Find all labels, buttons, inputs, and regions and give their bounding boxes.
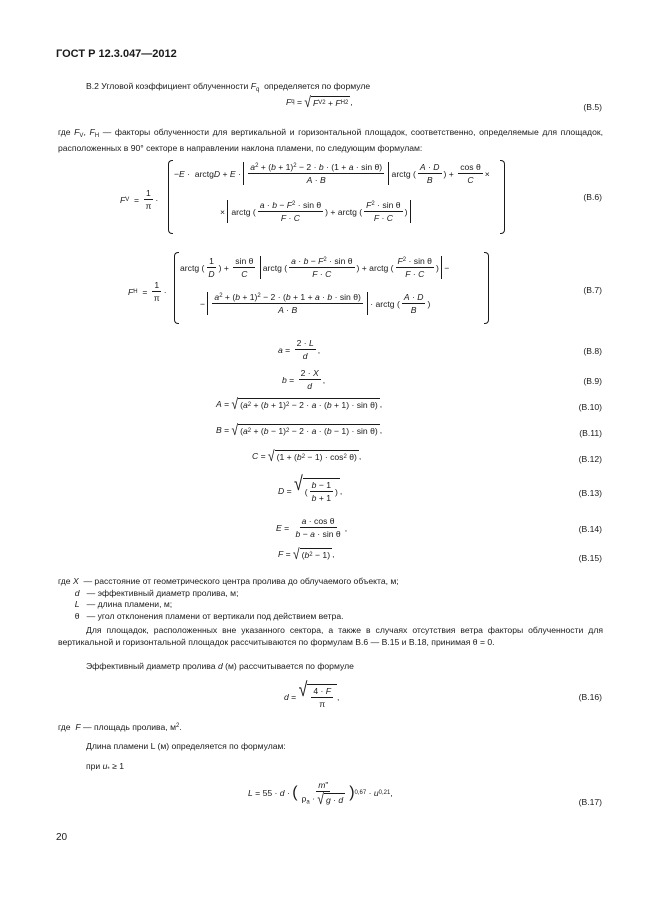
eq-number-b13: (В.13) <box>578 488 602 498</box>
eq-number-b6: (В.6) <box>583 192 602 202</box>
formula-b15: F = √ ( b 2 − 1) , <box>278 545 335 563</box>
formula-b14: E = $\frac{\text{a · cos θ}}{\text{b − a · sin θ}}$ , <box>276 516 348 539</box>
paragraph-f: где F — площадь пролива, $м^2$. <box>58 722 182 732</box>
formula-b12: C = √ (1 + ( b 2 − 1) · cos 2 θ) , <box>252 447 362 465</box>
eq-number-b16: (В.16) <box>578 692 602 702</box>
eq-number-b10: (В.10) <box>578 402 602 412</box>
formula-b10: A = √ ( a 2 + ( b + 1) 2 − 2 · a · ( b + 1) · sin θ) , <box>216 395 383 413</box>
eq-number-b5: (В.5) <box>583 102 602 112</box>
eq-number-b17: (В.17) <box>578 797 602 807</box>
eq-number-b7: (В.7) <box>583 285 602 295</box>
legend-item-x: где X — расстояние от геометрического центра пролива до облучаемого объекта, м; <box>58 576 399 586</box>
legend-item-l: L — длина пламени, м; <box>74 599 173 609</box>
eq-number-b11: (В.11) <box>579 428 602 438</box>
page-number: 20 <box>56 832 68 843</box>
eq-number-b8: (В.8) <box>583 346 602 356</box>
formula-b8: a = $\frac{2 \cdot L}{d}$ , <box>278 338 321 361</box>
formula-b17: L = 55 · d · ( m" $\rho_a$ · √ g · d ) 0,67 · u 0,21 , <box>248 780 393 808</box>
formula-b7: F H = $\frac{1}{\pi}$ · arctg ( $\frac{1}{D}$ ) + $\frac{\text{sin θ}}{C}$ arctg ( $\frac{a \cdot b - F^2 \cdot \sin \theta}{F \cdot C}$ ) + arctg ( $\frac{F^2 \cdot \sin \theta}{F \cdot C}$ ) − − $\frac{a^2 + (b + 1)^2 - 2 \cdot (b + 1 + a \cdot b \cdot \sin \theta)}{A \cdot B}$ · arctg ( $\frac{A \cdot D}{B}$ ) <box>128 252 498 324</box>
formula-b6: F V = $\frac{1}{\pi}$ · − E · arctg D + E · $\frac{a^2 + (b + 1)^2 - 2 \cdot b \cdot (1 + a \cdot \sin \theta)}{A \cdot B}$ arctg ( $\frac{A \cdot D}{B}$ ) + $\frac{\text{cos θ}}{C}$ × × arctg ( $\frac{a \cdot b - F^2 \cdot \sin \theta}{F \cdot C}$ ) + arctg ( $\frac{F^2 \cdot \sin \theta}{F \cdot C}$ ) <box>120 160 520 234</box>
document-header: ГОСТ Р 12.3.047—2012 <box>56 48 177 60</box>
intro-b2: В.2 Угловой коэффициент облученности $F_q$ определяется по формуле <box>86 81 371 93</box>
formula-b16: d = √ $\frac{4 \cdot F}{\pi}$ , <box>284 679 340 709</box>
formula-b13: D = √ ( $\frac{b - 1}{b + 1}$ ) , <box>278 473 343 503</box>
paragraph-fv-fh: где $F_V$, $F_H$ — факторы облученности для вертикальной и горизонтальной площадок, соответственно, определяемые для площадок, расположенных в 90° секторе в направлении наклона пламени, по следующим формулам: <box>58 127 604 154</box>
paragraph-d: Эффективный диаметр пролива d (м) рассчитывается по формуле <box>86 661 354 671</box>
legend-item-theta: θ — угол отклонения пламени от вертикали под действием ветра. <box>58 610 344 621</box>
condition-u: при $u_* \ge 1$ <box>86 761 125 773</box>
paragraph-outside-sector: Для площадок, расположенных вне указанного сектора, а также в случаях отсутствия ветра факторы облученности для вертикальной и горизонтальной площадок рассчитываются по формулам В.6 — В.15 и В.18, принимая θ = 0. <box>58 625 603 648</box>
legend-item-d: d — эффективный диаметр пролива, м; <box>74 587 239 598</box>
paragraph-l: Длина пламени L (м) определяется по формулам: <box>86 741 286 751</box>
legend-list <box>58 576 399 622</box>
eq-number-b14: (В.14) <box>578 524 602 534</box>
formula-b5: F q = √ F V 2 + F H 2 , <box>286 93 353 111</box>
formula-b11: B = √ ( a 2 + ( b − 1) 2 − 2 · a · ( b − 1) · sin θ) , <box>216 421 383 439</box>
formula-b9: b = $\frac{2 \cdot X}{d}$ , <box>282 368 326 391</box>
eq-number-b12: (В.12) <box>578 454 602 464</box>
eq-number-b9: (В.9) <box>583 376 602 386</box>
eq-number-b15: (В.15) <box>578 553 602 563</box>
